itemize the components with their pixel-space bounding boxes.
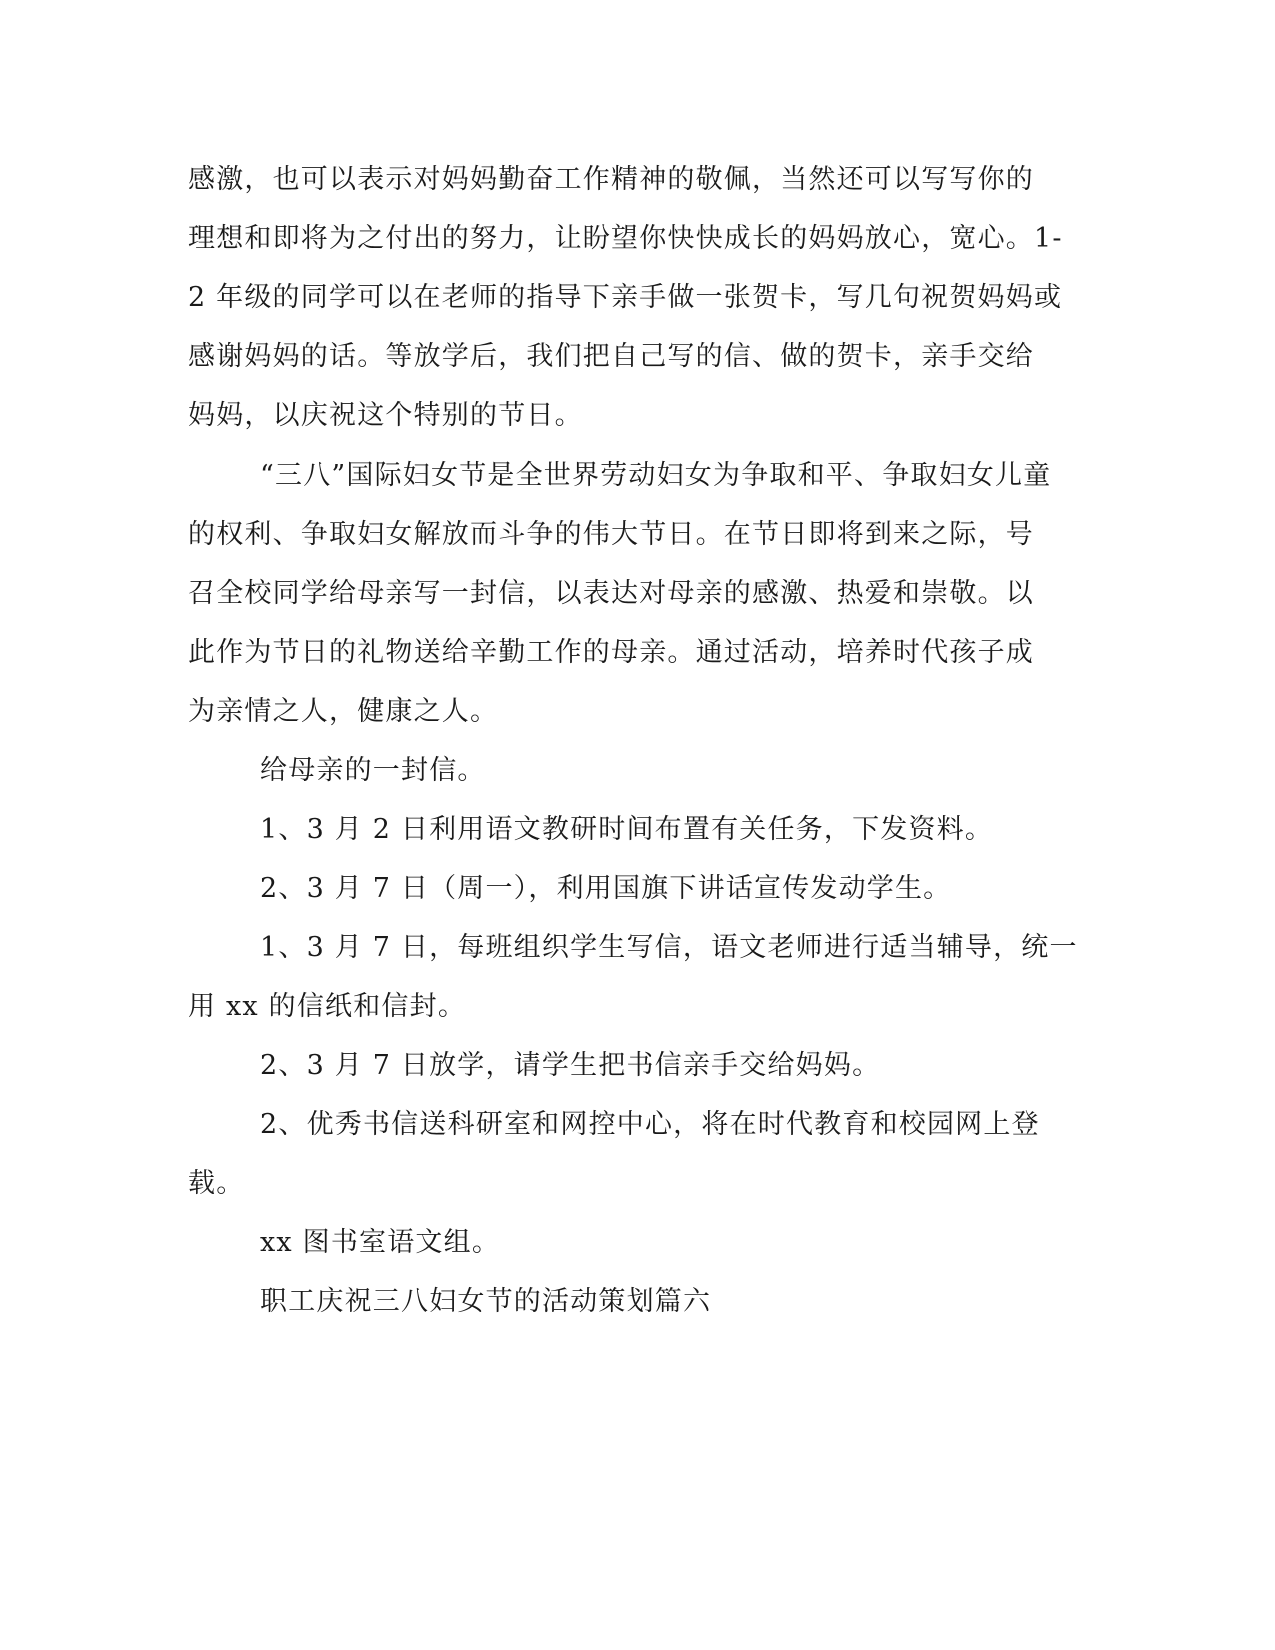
paragraph-line: “三八”国际妇女节是全世界劳动妇女为争取和平、争取妇女儿童	[260, 460, 1052, 491]
paragraph-line: 感激，也可以表示对妈妈勤奋工作精神的敬佩，当然还可以写写你的	[188, 164, 1034, 195]
paragraph-line: 2、优秀书信送科研室和网控中心，将在时代教育和校园网上登	[260, 1109, 1040, 1140]
paragraph-line: 用 xx 的信纸和信封。	[188, 991, 467, 1022]
paragraph-line: 感谢妈妈的话。等放学后，我们把自己写的信、做的贺卡，亲手交给	[188, 341, 1034, 372]
paragraph-line: 理想和即将为之付出的努力，让盼望你快快成长的妈妈放心，宽心。1-	[188, 223, 1063, 254]
paragraph-line: 为亲情之人，健康之人。	[188, 696, 499, 727]
section-heading: 职工庆祝三八妇女节的活动策划篇六	[260, 1286, 712, 1317]
paragraph-line: 1、3 月 7 日，每班组织学生写信，语文老师进行适当辅导，统一	[260, 932, 1078, 963]
paragraph-line: 给母亲的一封信。	[260, 755, 486, 786]
paragraph-line: xx 图书室语文组。	[260, 1227, 501, 1258]
paragraph-line: 2、3 月 7 日放学，请学生把书信亲手交给妈妈。	[260, 1050, 881, 1081]
paragraph-line: 的权利、争取妇女解放而斗争的伟大节日。在节日即将到来之际，号	[188, 519, 1034, 550]
paragraph-line: 妈妈，以庆祝这个特别的节日。	[188, 400, 583, 431]
paragraph-line: 2 年级的同学可以在老师的指导下亲手做一张贺卡，写几句祝贺妈妈或	[188, 282, 1063, 313]
paragraph-line: 1、3 月 2 日利用语文教研时间布置有关任务，下发资料。	[260, 814, 994, 845]
paragraph-line: 此作为节日的礼物送给辛勤工作的母亲。通过活动，培养时代孩子成	[188, 637, 1034, 668]
paragraph-line: 2、3 月 7 日（周一），利用国旗下讲话宣传发动学生。	[260, 873, 952, 904]
paragraph-line: 召全校同学给母亲写一封信，以表达对母亲的感激、热爱和崇敬。以	[188, 578, 1034, 609]
paragraph-line: 载。	[188, 1168, 245, 1199]
